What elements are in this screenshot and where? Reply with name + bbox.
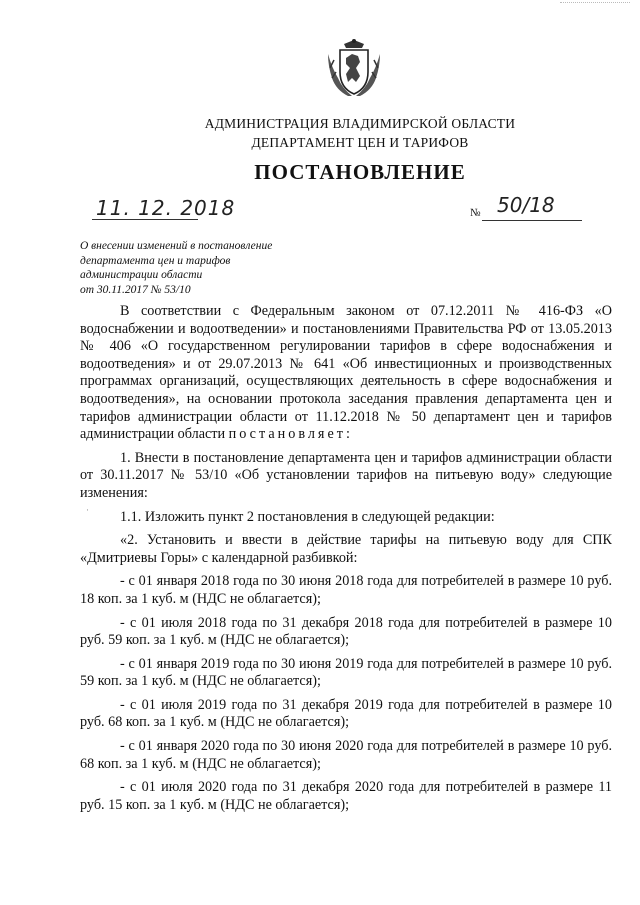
subject-line: департамента цен и тарифов bbox=[80, 254, 231, 267]
vladimir-coat-of-arms-icon bbox=[322, 38, 386, 100]
subject-line: О внесении изменений в постановление bbox=[80, 240, 273, 252]
tariff-item: - с 01 января 2018 года по 30 июня 2018 года для потребителей в размере 10 руб. 18 коп. за 1 куб. м (НДС не облагается); bbox=[80, 573, 612, 607]
number-label: № bbox=[470, 207, 481, 219]
tariff-item: - с 01 июля 2019 года по 31 декабря 2019 года для потребителей в размере 10 руб. 68 коп. за 1 куб. м (НДС не облагается); bbox=[80, 696, 612, 731]
tariff-item: - с 01 июля 2020 года по 31 декабря 2020 года для потребителей в размере 11 руб. 15 коп. за 1 куб. м (НДС не облагается); bbox=[80, 779, 612, 813]
tariff-item: - с 01 июля 2018 года по 31 декабря 2018 года для потребителей в размере 10 руб. 59 коп. за 1 куб. м (НДС не облагается); bbox=[80, 614, 612, 649]
org-name: АДМИНИСТРАЦИЯ ВЛАДИМИРСКОЙ ОБЛАСТИ bbox=[204, 116, 516, 131]
decree-word: постановляет: bbox=[228, 426, 353, 443]
tariff-item: - с 01 января 2019 года по 30 июня 2019 года для потребителей в размере 10 руб. 59 коп. за 1 куб. м (НДС не облагается); bbox=[80, 655, 612, 690]
tariff-item: - с 01 января 2020 года по 30 июня 2020 года для потребителей в размере 10 руб. 68 коп. за 1 куб. м (НДС не облагается); bbox=[80, 738, 612, 772]
scan-artifact bbox=[560, 2, 630, 3]
subject-line: от 30.11.2017 № 53/10 bbox=[80, 283, 191, 296]
document-subject bbox=[80, 239, 272, 297]
number-underline bbox=[482, 220, 582, 221]
document-body bbox=[80, 303, 612, 820]
intro-paragraph bbox=[80, 303, 612, 444]
document-date: 11. 12. 2018 bbox=[96, 196, 236, 220]
document-title: ПОСТАНОВЛЕНИЕ bbox=[254, 160, 466, 184]
document-number: 50/18 bbox=[497, 193, 555, 217]
intro-text: В соответствии с Федеральным законом от 07.12.2011 № 416-ФЗ «О водоснабжении и водоотведении» и постановлениями Правительства РФ от 13.05.2013 № 406 «О государственном регулировании тарифов в сфере водоснабжения и водоотведения» и от 29.07.2013 № 641 «Об инвестиционных и производственных программах организаций, осуществляющих деятельность в сфере водоснабжения и водоотведения», на основании протокола заседания правления департамента цен и тарифов администрации области от 11.12.2018 № 50 департамент цен и тарифов администрации области bbox=[80, 303, 612, 443]
paragraph-2: «2. Установить и ввести в действие тарифы на питьевую воду для СПК «Дмитриевы Горы» с календарной разбивкой: bbox=[80, 532, 612, 566]
department-name: ДЕПАРТАМЕНТ ЦЕН И ТАРИФОВ bbox=[251, 135, 469, 150]
subject-line: администрации области bbox=[80, 269, 203, 281]
paragraph-1: 1. Внести в постановление департамента цен и тарифов администрации области от 30.11.2017 № 53/10 «Об установлении тарифов на питьевую воду» следующие изменения: bbox=[80, 449, 612, 501]
margin-mark: · bbox=[86, 505, 89, 515]
date-underline bbox=[92, 219, 198, 220]
paragraph-1-1: 1.1. Изложить пункт 2 постановления в следующей редакции: bbox=[120, 508, 495, 525]
